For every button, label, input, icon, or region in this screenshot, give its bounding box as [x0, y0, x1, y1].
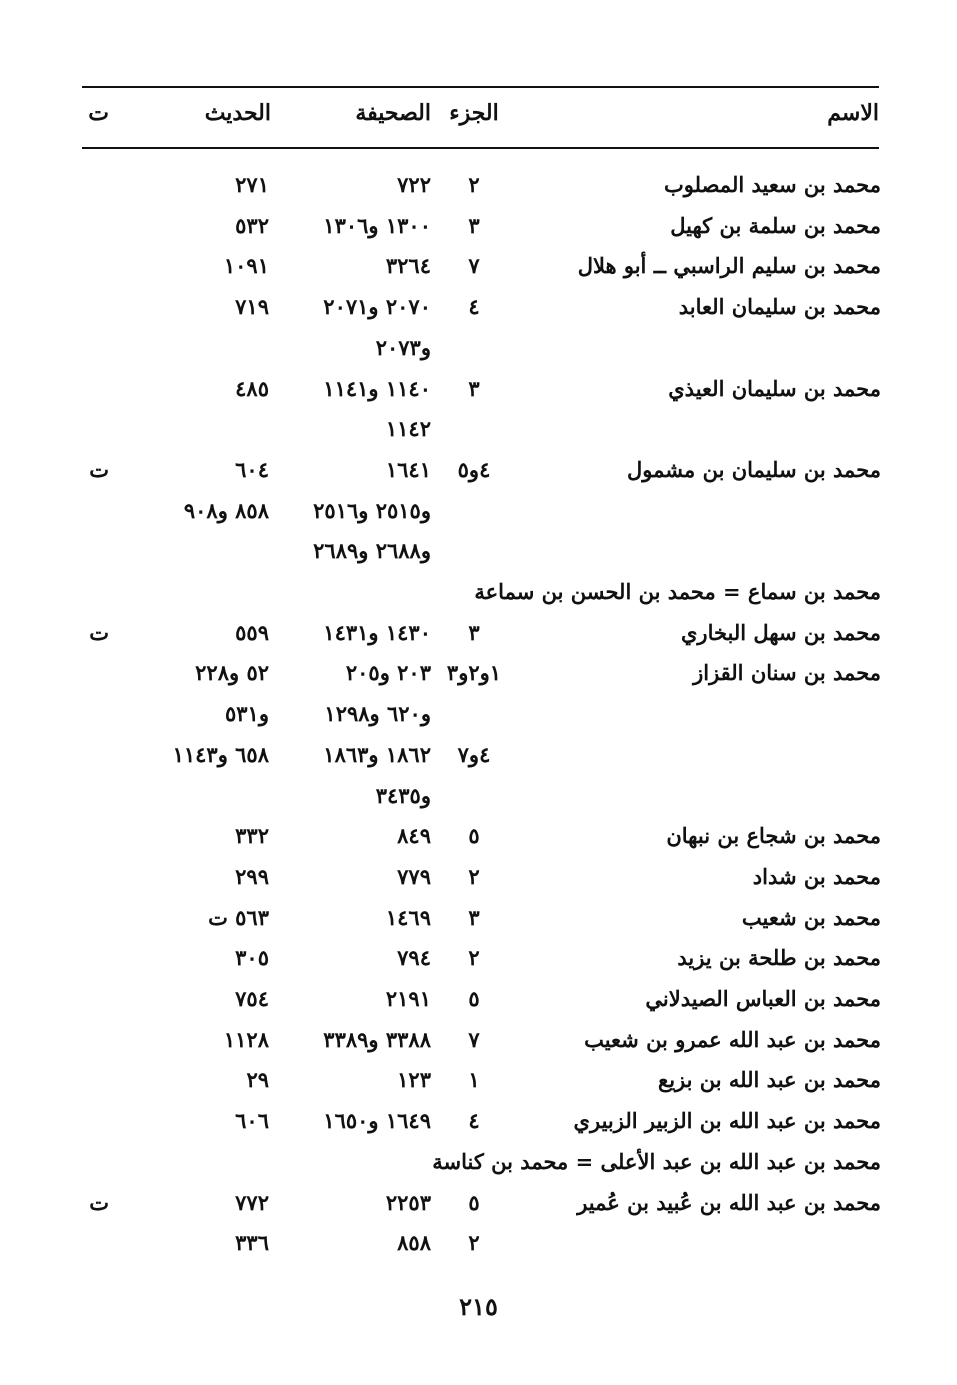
- table-row: [0, 941, 957, 975]
- entry-name: محمد بن سليمان العابد: [678, 294, 881, 320]
- table-row: [0, 575, 957, 609]
- entry-hadith: ٦٥٨ و١١٤٣: [172, 741, 269, 767]
- entry-hadith: ٦٠٦: [235, 1108, 269, 1134]
- table-row: [0, 860, 957, 894]
- entry-hadith: ٨٥٨ و٩٠٨: [183, 497, 269, 523]
- entry-part: [439, 779, 509, 813]
- table-row: [0, 412, 957, 446]
- entry-part: ٧: [468, 1026, 480, 1052]
- entry-part: ٢: [468, 945, 480, 971]
- table-row: [0, 1186, 957, 1220]
- column-header-name: الاسم: [827, 100, 879, 126]
- entry-part: ٢: [468, 172, 480, 197]
- entry-part: ٥: [468, 823, 480, 849]
- entry-page: ٢٠٧٠ و٢٠٧١: [323, 294, 431, 320]
- table-row: [0, 1023, 957, 1057]
- entry-hadith: ٣٣٦: [235, 1230, 269, 1256]
- entry-name: محمد بن شجاع بن نبهان: [666, 823, 881, 849]
- entry-part: ٤و٥: [457, 456, 491, 482]
- entry-part: [439, 331, 509, 365]
- entry-name: محمد بن سلمة بن كهيل: [670, 212, 881, 238]
- entry-name: محمد بن عبد الله بن عبد الأعلى = محمد بن كناسة: [432, 1148, 881, 1174]
- entry-mark: ت: [89, 1189, 109, 1215]
- entry-hadith: ٥٣٢: [235, 212, 269, 238]
- page-number: ٢١٥: [459, 1292, 498, 1321]
- entry-hadith: ٥٢ و٢٢٨: [195, 660, 269, 686]
- entry-page: ١١٤٢: [385, 416, 431, 442]
- entry-part: [439, 1145, 509, 1179]
- table-row: [0, 1226, 957, 1260]
- entry-mark: ت: [89, 456, 109, 482]
- entry-part: ٥: [468, 986, 480, 1011]
- entry-part: [439, 494, 509, 528]
- entry-name: محمد بن شداد: [752, 863, 881, 889]
- entry-part: ٧: [468, 253, 480, 279]
- entry-part: ٣: [468, 904, 480, 930]
- entry-page: ٧٧٩: [397, 863, 431, 889]
- entry-part: [439, 412, 509, 446]
- entry-page: و٦٢٠ و١٢٩٨: [324, 701, 431, 727]
- entry-part: ٣: [468, 619, 480, 645]
- entry-page: ٢٠٣ و٢٠٥: [345, 660, 431, 686]
- entry-page: و٢٥١٥ و٢٥١٦: [313, 497, 431, 523]
- entry-page: ١٦٤٩ و١٦٥٠: [323, 1108, 431, 1134]
- entry-part: ١: [468, 1067, 480, 1093]
- entry-hadith: و٥٣١: [225, 701, 269, 727]
- entry-part: ٣: [468, 212, 480, 238]
- table-row: [0, 372, 957, 406]
- table-row: [0, 982, 957, 1016]
- entry-mark: ت: [89, 619, 109, 645]
- entry-hadith: ٥٥٩: [235, 619, 269, 645]
- header-top-rule: [82, 86, 879, 88]
- entry-part: ٤: [468, 294, 480, 320]
- entry-hadith: ٣٣٢: [235, 823, 269, 849]
- entry-name: محمد بن سهل البخاري: [680, 619, 881, 645]
- entry-page: ٧٢٢: [397, 172, 431, 197]
- entry-part: ٢: [468, 1230, 480, 1256]
- table-row: [0, 901, 957, 935]
- entry-hadith: ٧٥٤: [235, 986, 269, 1011]
- table-row: [0, 697, 957, 731]
- entry-hadith: ٧١٩: [235, 294, 269, 320]
- entry-page: ٨٤٩: [397, 823, 431, 849]
- table-row: [0, 168, 957, 202]
- table-row: [0, 249, 957, 283]
- entry-part: [439, 697, 509, 731]
- table-row: [0, 494, 957, 528]
- entry-name: محمد بن عبد الله بن بزيع: [658, 1067, 881, 1093]
- entry-hadith: ٢٧١: [235, 172, 269, 197]
- entry-page: و٢٠٧٣: [375, 334, 431, 360]
- entry-page: ١٨٦٢ و١٨٦٣: [323, 741, 431, 767]
- entry-page: ١٦٤١: [385, 456, 431, 482]
- entry-page: ٣٣٨٨ و٣٣٨٩: [323, 1026, 431, 1052]
- entry-hadith: ٥٦٣ ت: [208, 904, 269, 930]
- column-header-page: الصحيفة: [355, 100, 431, 126]
- entry-page: ١٤٣٠ و١٤٣١: [323, 619, 431, 645]
- entry-page: ٢١٩١: [385, 986, 431, 1011]
- entry-part: ٤و٧: [457, 741, 491, 767]
- entry-page: ٢٢٥٣: [385, 1189, 431, 1215]
- table-row: [0, 738, 957, 772]
- entry-name: محمد بن سنان القزاز: [693, 660, 881, 686]
- table-row: [0, 616, 957, 650]
- table-row: [0, 656, 957, 690]
- table-row: [0, 453, 957, 487]
- entry-hadith: ٤٨٥: [235, 375, 269, 401]
- entry-name: محمد بن سعيد المصلوب: [664, 172, 881, 197]
- entry-page: ١١٤٠ و١١٤١: [323, 375, 431, 401]
- entry-name: محمد بن طلحة بن يزيد: [677, 945, 881, 971]
- table-row: [0, 819, 957, 853]
- table-row: [0, 534, 957, 568]
- header-bottom-rule: [82, 147, 879, 149]
- entry-name: محمد بن عبد الله بن عُبيد بن عُمير: [577, 1189, 881, 1215]
- column-header-mark: ت: [88, 100, 109, 126]
- entry-hadith: ١١٢٨: [223, 1026, 269, 1052]
- column-header-hadith: الحديث: [204, 100, 271, 126]
- entry-part: ٢: [468, 863, 480, 889]
- entry-name: محمد بن سليم الراسبي ــ أبو هلال: [577, 253, 881, 279]
- entry-page: ٧٩٤: [397, 945, 431, 971]
- entry-part: [439, 534, 509, 568]
- entry-hadith: ٢٩٩: [235, 863, 269, 889]
- entry-hadith: ٦٠٤: [235, 456, 269, 482]
- table-row: [0, 1104, 957, 1138]
- entry-name: محمد بن سليمان العيذي: [668, 375, 881, 401]
- entry-page: ٣٢٦٤: [385, 253, 431, 279]
- table-row: [0, 779, 957, 813]
- entry-page: ١٤٦٩: [385, 904, 431, 930]
- entry-hadith: ٢٩: [246, 1067, 269, 1093]
- table-row: [0, 209, 957, 243]
- entry-page: ١٣٠٠ و١٣٠٦: [323, 212, 431, 238]
- table-row: [0, 1063, 957, 1097]
- entry-hadith: ٧٧٢: [235, 1189, 269, 1215]
- entry-name: محمد بن العباس الصيدلاني: [645, 986, 881, 1011]
- column-header-part: الجزء: [449, 100, 499, 126]
- entry-name: محمد بن عبد الله عمرو بن شعيب: [584, 1026, 881, 1052]
- entry-name: محمد بن سليمان بن مشمول: [627, 456, 881, 482]
- entry-page: ٨٥٨: [397, 1230, 431, 1256]
- entry-part: ٣: [468, 375, 480, 401]
- entry-hadith: ١٠٩١: [223, 253, 269, 279]
- entry-page: و٣٤٣٥: [375, 782, 431, 808]
- entry-name: محمد بن سماع = محمد بن الحسن بن سماعة: [474, 579, 881, 604]
- entry-part: ١و٢و٣: [446, 660, 502, 686]
- table-row: [0, 290, 957, 324]
- entry-part: ٤: [468, 1108, 480, 1134]
- entry-name: محمد بن شعيب: [741, 904, 881, 930]
- entry-part: [439, 575, 509, 609]
- entry-hadith: ٣٠٥: [235, 945, 269, 971]
- entry-page: ١٢٣: [397, 1067, 431, 1093]
- entry-part: ٥: [468, 1189, 480, 1215]
- table-row: [0, 331, 957, 365]
- entry-name: محمد بن عبد الله بن الزبير الزبيري: [573, 1108, 881, 1134]
- entry-page: و٢٦٨٨ و٢٦٨٩: [313, 538, 431, 564]
- table-row: [0, 1145, 957, 1179]
